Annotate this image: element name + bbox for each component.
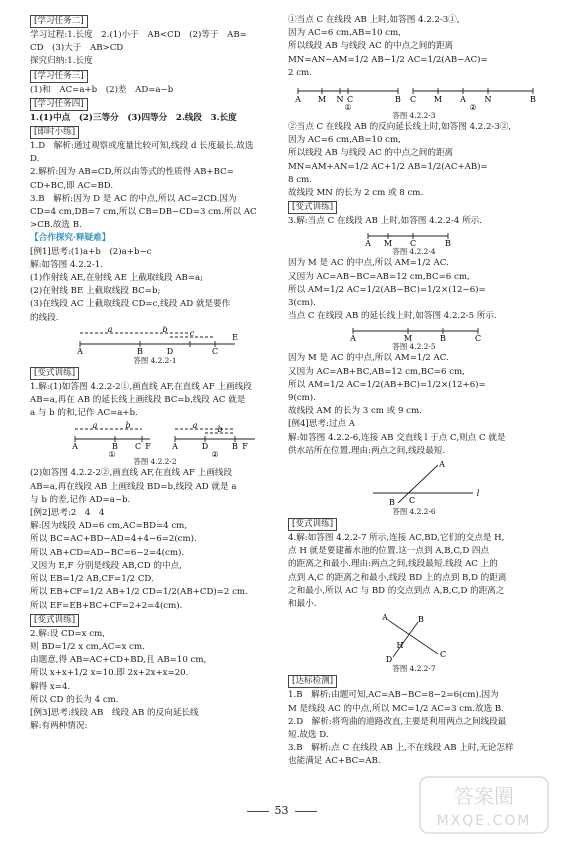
length-label: b <box>162 325 168 334</box>
text-line: 9(cm). <box>288 393 316 404</box>
text-line: 【合作探究·释疑难】 <box>30 233 111 244</box>
text-line: (2)在射线 BE 上截取线段 BC=b; <box>30 286 161 297</box>
section-heading <box>30 613 280 628</box>
svg-text:MXQE.COM: MXQE.COM <box>436 813 532 829</box>
section-heading-label: [即时小练] <box>30 126 79 139</box>
text-line: 又因为 AC=AB+BC,AB=12 cm,BC=6 cm, <box>288 366 465 377</box>
text-line: 解:如答图 4.2.2-6,连接 AB 交直线 l 于点 C,则点 C 就是 <box>288 432 506 443</box>
figure-4-2-2-2 <box>30 421 280 457</box>
text-line: 解:因为线段 AD=6 cm,AC=BD=4 cm, <box>30 521 188 532</box>
point-label: B <box>389 498 395 508</box>
right-column <box>288 14 540 769</box>
text-line: ①当点 C 在线段 AB 上时,如答图 4.2.2-3①, <box>288 15 460 25</box>
section-heading <box>30 14 280 29</box>
section-heading <box>288 517 540 532</box>
text-line: 探究归纳:1.长度 <box>30 56 93 67</box>
figure-caption: 答图 4.2.2-2 <box>133 457 177 467</box>
text-line: 因为 AC=6 cm,AB=10 cm, <box>288 28 401 39</box>
point-label: C <box>409 95 417 105</box>
point-label: A <box>439 460 445 470</box>
text-line: 所以 AM=1/2 AC=1/2(AB−BC)=1/2×(12−6)= <box>288 284 486 295</box>
text-line: 3.解:当点 C 在线段 AB 上时,如答图 4.2.2-4 所示. <box>288 216 483 227</box>
text-line: 解:有两种情况: <box>30 721 88 732</box>
text-line: 短.故选 D. <box>288 729 329 740</box>
section-heading-label: [变式训练] <box>288 518 337 531</box>
point-label: C <box>439 650 447 660</box>
point-label: F <box>242 442 248 452</box>
text-line: 由题意,得 AB=AC+CD+BD,且 AB=10 cm, <box>30 655 207 666</box>
length-label: c <box>189 328 195 338</box>
point-label: N <box>336 95 344 105</box>
text-line: a 与 b 的和,记作 AC=a+b. <box>30 408 138 419</box>
figure-4-2-2-3 <box>288 81 540 111</box>
point-label: D <box>166 346 174 356</box>
text-line: [例3]思考:线段 AB 线段 AB 的反向延长线 <box>30 707 199 718</box>
text-line: 又因为 E,F 分别是线段 AB,CD 的中点, <box>30 560 182 571</box>
section-heading <box>30 97 280 112</box>
point-label: C <box>211 346 219 356</box>
length-label: a <box>192 421 198 431</box>
text-line: [例1]思考:(1)a+b (2)a+b−c <box>30 246 152 257</box>
figure-caption: 答图 4.2.2-5 <box>392 342 436 352</box>
point-label: C <box>346 95 354 105</box>
circle-number: ① <box>344 103 352 112</box>
text-line: 1.解:(1)如答图 4.2.2-2①,画直线 AF,在直线 AF 上画线段 <box>30 381 252 392</box>
text-line: 所以 AM=1/2 AC=1/2(AB+BC)=1/2×(12+6)= <box>288 379 486 390</box>
text-line: 与 b 的差,记作 AD=a−b. <box>30 494 131 505</box>
section-heading <box>30 69 280 84</box>
text-line: 的线段. <box>30 312 59 323</box>
text-line: 又因为 AC=AB−BC=AB=12 cm,BC=6 cm, <box>288 271 470 282</box>
text-line: [例4]思考:过点 A <box>288 419 355 430</box>
point-label: B <box>418 615 424 625</box>
point-label: F <box>145 442 151 452</box>
text-line: M 是线段 AC 的中点,所以 MC=1/2 AC=3 cm.故选 B. <box>288 703 504 714</box>
text-line: 之和最小,所以 AC 与 BD 的交点到点 A,B,C,D 的距离之 <box>288 585 505 596</box>
text-line: 1.B 解析:由题可知,AC=AB−BC=8−2=6(cm).因为 <box>288 690 499 701</box>
text-line: 所以 CD 的长为 4 cm. <box>30 694 119 705</box>
point-label: M <box>317 95 327 105</box>
point-label: B <box>232 442 238 452</box>
segment-bd <box>393 622 418 657</box>
text-line: AB=a,再在 AB 的延长线上画线段 BC=b,线段 AC 就是 <box>30 395 246 406</box>
text-line: 点 H 就是要建蓄水池的位置.这一点到 A,B,C,D 四点 <box>288 546 490 557</box>
text-line: 所以 EB=1/2 AB,CF=1/2 CD. <box>30 574 154 585</box>
text-line: 所以线段 AB 与线段 AC 的中点之间的距离 <box>288 148 454 159</box>
text-line: 所以 EB+CF=1/2 AB+1/2 CD=1/2(AB+CD)=2 cm. <box>30 587 248 598</box>
section-heading-label: [学习任务四] <box>30 98 88 111</box>
text-line: 4.解:如答图 4.2.2-7 所示,连接 AC,BD,它们的交点是 H, <box>288 533 505 544</box>
section-heading-label: [学习任务三] <box>30 70 88 83</box>
text-line: 2.解:设 CD=x cm, <box>30 628 105 639</box>
text-line: 1.D 解析:通过观察或度量比较可知,线段 d 长度最长.故选 <box>30 141 254 152</box>
text-line: 也能满足 AC+BC=AB. <box>288 756 381 767</box>
segment-ab <box>398 465 438 506</box>
text-line: 解:如答图 4.2.2-1. <box>30 259 103 270</box>
text-line: 因为 M 是 AC 的中点,所以 AM=1/2 AC. <box>288 353 449 364</box>
point-label: A <box>365 239 371 248</box>
text-line: AB=a,再在线段 AB 上画线段 BD=b,线段 AD 就是 a <box>30 481 237 492</box>
length-label: b <box>217 425 223 435</box>
point-label: A <box>350 334 356 343</box>
text-line: MN=AM+AN=1/2 AC+1/2 AB=1/2(AC+AB)= <box>288 161 488 172</box>
section-heading <box>30 125 280 140</box>
figure-4-2-2-1 <box>30 326 280 356</box>
text-line: 所以 BC=AC+BD−AD=4+4−6=2(cm). <box>30 534 197 545</box>
text-line: 所以 x+x+1/2 x=10.即 2x+2x+x=20. <box>30 668 189 679</box>
text-line: 学习过程:1.长度 2.(1)小于 AB<CD (2)等于 AB= <box>30 30 247 40</box>
left-column <box>30 14 280 733</box>
figure-4-2-2-7 <box>288 612 540 664</box>
section-heading-label: [学习任务二] <box>30 15 88 28</box>
point-label: C <box>474 334 482 343</box>
point-label: A <box>295 95 301 105</box>
point-label: A <box>172 442 178 452</box>
text-line: 故线段 AM 的长为 3 cm 或 9 cm. <box>288 406 422 417</box>
section-heading-label: [变式训练] <box>30 614 79 627</box>
figure-caption: 答图 4.2.2-3 <box>392 111 436 121</box>
point-label: B <box>440 334 446 343</box>
figure-caption: 答图 4.2.2-7 <box>392 664 436 674</box>
point-label: A <box>72 442 78 452</box>
text-line: CD+BC,即 AC=BD. <box>30 180 114 191</box>
figure-caption: 答图 4.2.2-6 <box>392 507 436 517</box>
figure-4-2-2-4 <box>288 229 540 247</box>
text-line: [例2]思考:2 4 4 <box>30 508 105 519</box>
point-label: H <box>396 641 404 651</box>
text-line: 3.B 解析:点 C 在线段 AB 上,不在线段 AB 上时,无论怎样 <box>288 743 514 754</box>
circle-number: ① <box>108 450 116 458</box>
figure-caption: 答图 4.2.2-1 <box>133 355 177 365</box>
text-line: 2 cm. <box>288 67 312 78</box>
text-line: (1)作射线 AE,在射线 AE 上截取线段 AB=a; <box>30 273 204 284</box>
text-line: 点到 A,C 的距离之和最小,线段 BD 上的点到 B,D 的距离 <box>288 572 507 583</box>
text-line: 则 BD=1/2 x cm,AC=x cm. <box>30 641 145 652</box>
point-label: C <box>134 442 142 452</box>
point-label: B <box>395 95 401 105</box>
point-label: M <box>403 334 413 343</box>
point-label: M <box>433 95 443 105</box>
point-label: A <box>460 95 466 105</box>
text-line: 所以 AB+CD=AD−BC=6−2=4(cm). <box>30 547 185 558</box>
text-line: ②当点 C 在线段 AB 的反向延长线上时,如答图 4.2.2-3②, <box>288 122 512 133</box>
circle-number: ② <box>469 103 477 112</box>
text-line: 所以线段 AB 与线段 AC 的中点之间的距离 <box>288 41 454 52</box>
text-line: D. <box>30 154 40 165</box>
point-label: A <box>382 613 388 623</box>
text-line: (3)在线段 AC 上截取线段 CD=c,线段 AD 就是要作 <box>30 299 231 310</box>
section-heading <box>30 366 280 381</box>
point-label: C <box>409 239 417 248</box>
text-line: 因为 AC=6 cm,AB=10 cm, <box>288 135 401 146</box>
svg-text:答案圈: 答案圈 <box>454 784 514 808</box>
point-label: E <box>232 332 238 342</box>
length-label: a <box>107 325 113 334</box>
point-label: B <box>137 346 143 356</box>
point-label: N <box>484 95 492 105</box>
text-line: 所以 EF=EB+BC+CF=2+2=4(cm). <box>30 600 183 611</box>
text-line: 2.解析:因为 AB=CD,所以由等式的性质得 AB+BC= <box>30 167 234 178</box>
text-line: 3(cm). <box>288 298 316 309</box>
text-line: 当点 C 在线段 AB 的延长线上时,如答图 4.2.2-5 所示. <box>288 311 497 322</box>
point-label: A <box>77 346 83 356</box>
point-label: C <box>408 496 416 506</box>
point-label: B <box>530 95 536 105</box>
segment-ac <box>388 620 438 654</box>
text-line: >CB.故选 B. <box>30 220 82 231</box>
text-line: 3.B 解析:因为 D 是 AC 的中点,所以 AC=2CD.因为 <box>30 193 237 204</box>
text-line: (1)和 AC=a+b (2)差 AD=a−b <box>30 84 174 95</box>
circle-number: ② <box>211 450 219 458</box>
line-label: l <box>476 489 480 499</box>
text-line: MN=AN−AM=1/2 AB−1/2 AC=1/2(AB−AC)= <box>288 54 488 65</box>
text-line: 解得 x=4. <box>30 681 71 692</box>
point-label: B <box>112 442 118 452</box>
length-label: a <box>92 421 98 431</box>
section-heading-label: [变式训练] <box>30 367 79 380</box>
section-heading-label: [达标检测] <box>288 675 337 688</box>
text-line: 2.D 解析:将弯曲的道路改直,主要是利用两点之间线段最 <box>288 716 507 727</box>
text-line: 供水站所在位置.理由:两点之间,线段最短. <box>288 445 446 456</box>
text-line: 故线段 MN 的长为 2 cm 或 8 cm. <box>288 188 424 199</box>
watermark-logo <box>418 775 550 835</box>
page-number: 53 <box>0 804 563 817</box>
figure-caption: 答图 4.2.2-4 <box>392 247 436 257</box>
figure-4-2-2-6 <box>288 459 540 507</box>
text-line: (2)如答图 4.2.2-2②,画直线 AF,在直线 AF 上画线段 <box>30 468 233 479</box>
point-label: M <box>383 239 393 248</box>
section-heading <box>288 674 540 689</box>
text-line: 1.(1)中点 (2)三等分 (3)四等分 2.线段 3.长度 <box>30 112 237 123</box>
section-heading-label: [变式训练] <box>288 201 337 214</box>
text-line: 因为 M 是 AC 的中点,所以 AM=1/2 AC. <box>288 258 449 269</box>
text-line: 的距离之和最小.理由:两点之间,线段最短.线段 AC 上的 <box>288 559 498 570</box>
point-label: B <box>445 239 451 248</box>
point-label: D <box>385 655 393 665</box>
text-line: CD (3)大于 AB>CD <box>30 43 124 54</box>
length-label: b <box>125 421 131 431</box>
text-line: CD=4 cm,DB=7 cm,所以 CB=DB−CD=3 cm.所以 AC <box>30 207 257 218</box>
text-line: 和最小. <box>288 599 317 610</box>
point-label: D <box>201 442 209 452</box>
section-heading <box>288 200 540 215</box>
figure-4-2-2-5 <box>288 324 540 342</box>
text-line: 8 cm. <box>288 174 312 185</box>
